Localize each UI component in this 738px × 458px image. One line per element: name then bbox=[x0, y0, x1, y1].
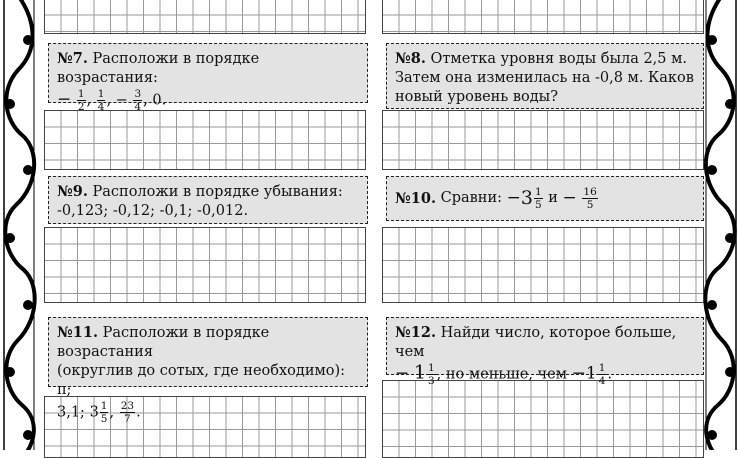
minus-sign: − bbox=[395, 363, 410, 384]
numerator: 23 bbox=[120, 400, 135, 412]
fraction bbox=[427, 362, 436, 387]
task-7-text: Расположи в порядке возрастания: bbox=[57, 51, 260, 86]
answer-grid-top-right[interactable] bbox=[382, 0, 704, 34]
task-9-number: №9. bbox=[57, 183, 88, 200]
task-10-label: Сравни: bbox=[440, 190, 503, 206]
denominator: 4 bbox=[598, 375, 606, 387]
task-9-box bbox=[48, 176, 368, 224]
denominator: 5 bbox=[534, 199, 542, 211]
task-11-line2: (округлив до сотых, где необходимо): π; bbox=[57, 363, 346, 398]
task-9-text: Расположи в порядке убывания: bbox=[92, 184, 343, 200]
separator: , bbox=[86, 92, 92, 109]
minus-sign: − bbox=[506, 188, 521, 208]
denominator: 7 bbox=[124, 413, 131, 425]
ornamental-border-left bbox=[0, 0, 40, 450]
answer-grid-9[interactable] bbox=[44, 227, 366, 303]
task-11-box bbox=[48, 317, 368, 425]
denominator: 3 bbox=[427, 375, 435, 387]
minus-sign: − bbox=[562, 188, 577, 208]
fraction bbox=[77, 88, 86, 113]
fraction bbox=[120, 400, 135, 425]
task-10-box bbox=[386, 176, 704, 221]
numerator: 1 bbox=[534, 186, 542, 198]
task-7-box bbox=[48, 43, 368, 113]
separator: , bbox=[109, 404, 115, 421]
numerator: 16 bbox=[583, 186, 597, 198]
whole-part: 3 bbox=[520, 187, 533, 209]
minus-sign: − bbox=[57, 89, 72, 110]
denominator: 4 bbox=[134, 101, 142, 113]
numerator: 1 bbox=[427, 362, 435, 374]
task-12-text: Найди число, которое больше, чем bbox=[395, 325, 677, 360]
end-mark: . bbox=[136, 404, 141, 421]
numerator: 1 bbox=[598, 362, 606, 374]
whole-part: 1 bbox=[413, 361, 426, 384]
task-12-line2 bbox=[395, 362, 695, 387]
task-11-line3 bbox=[57, 400, 359, 425]
fraction bbox=[598, 362, 607, 387]
numerator: 3 bbox=[134, 88, 142, 100]
task-8-number: №8. bbox=[395, 50, 426, 67]
numerator: 1 bbox=[77, 88, 85, 100]
fraction bbox=[97, 88, 106, 113]
answer-grid-7[interactable] bbox=[44, 110, 366, 170]
minus-one: −1 bbox=[571, 363, 597, 384]
number-value: 3,1; bbox=[57, 404, 85, 421]
tail-text: , 0. bbox=[143, 92, 167, 109]
task-8-box bbox=[386, 43, 704, 109]
task-11-text: Расположи в порядке возрастания bbox=[57, 325, 270, 360]
numerator: 1 bbox=[97, 88, 105, 100]
answer-grid-12[interactable] bbox=[382, 380, 704, 458]
end-mark: . bbox=[607, 366, 612, 383]
task-7-line1 bbox=[57, 49, 359, 88]
denominator: 5 bbox=[586, 199, 594, 211]
numerator: 1 bbox=[100, 400, 108, 412]
answer-grid-top-left[interactable] bbox=[44, 0, 366, 34]
ornamental-border-right bbox=[700, 0, 738, 450]
middle-text: , но меньше, чем bbox=[436, 366, 568, 383]
denominator: 4 bbox=[97, 101, 105, 113]
whole-part: 3 bbox=[89, 404, 99, 421]
denominator: 5 bbox=[100, 413, 108, 425]
task-11-line1 bbox=[57, 323, 359, 362]
separator: , − bbox=[106, 92, 128, 109]
fraction bbox=[100, 400, 109, 425]
task-12-box bbox=[386, 317, 704, 387]
task-9-line2: -0,123; -0,12; -0,1; -0,012. bbox=[57, 203, 249, 219]
fraction bbox=[133, 88, 142, 113]
fraction bbox=[534, 186, 543, 211]
fraction bbox=[582, 186, 597, 211]
task-7-line2 bbox=[57, 88, 359, 113]
task-8-text: Отметка уровня воды была 2,5 м. Затем она изменилась на -0,8 м. Каков новый уровень воды? bbox=[395, 51, 694, 105]
task-9-line1 bbox=[57, 182, 359, 202]
task-12-line1 bbox=[395, 323, 695, 362]
conjunction: и bbox=[548, 190, 558, 206]
task-10-number: №10. bbox=[395, 190, 436, 207]
task-7-number: №7. bbox=[57, 50, 88, 67]
answer-grid-8[interactable] bbox=[382, 110, 704, 170]
denominator: 2 bbox=[77, 101, 85, 113]
answer-grid-10[interactable] bbox=[382, 227, 704, 303]
task-12-number: №12. bbox=[395, 324, 436, 341]
task-11-number: №11. bbox=[57, 324, 98, 341]
